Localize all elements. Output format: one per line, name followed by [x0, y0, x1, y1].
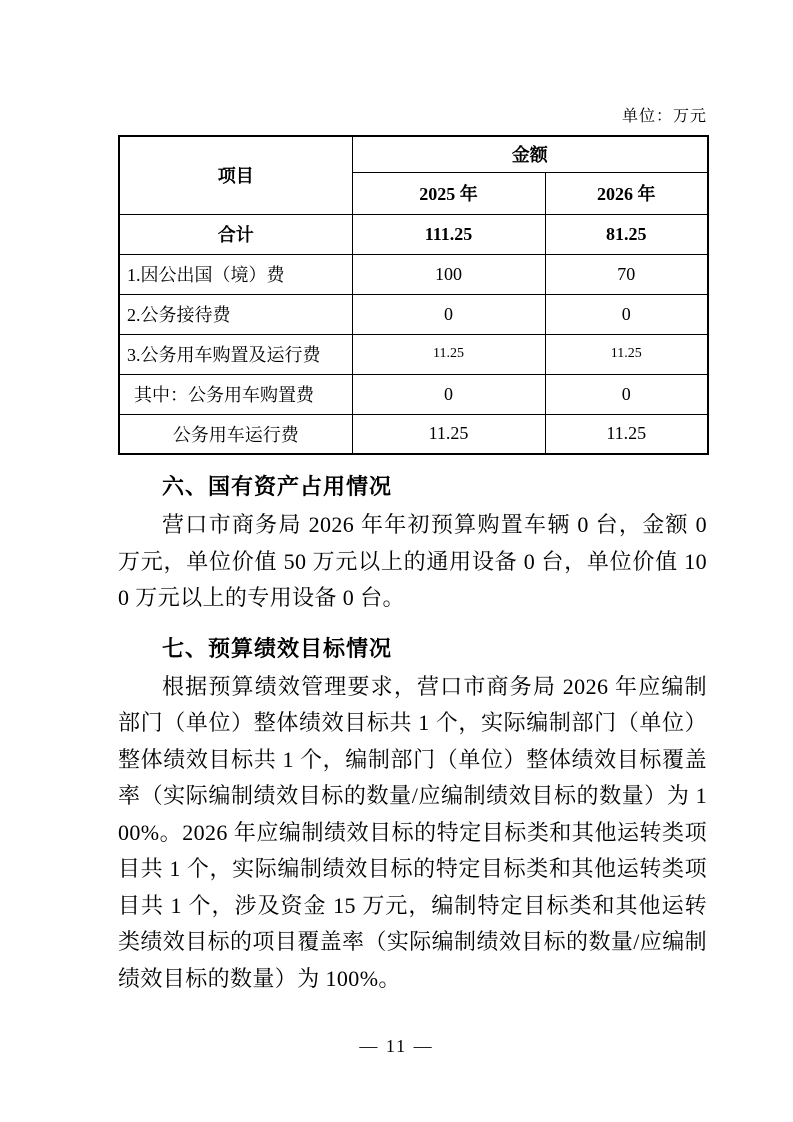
value-2026: 70: [545, 254, 708, 294]
row-label: 2.公务接待费: [119, 294, 352, 334]
column-header-item: 项目: [119, 136, 352, 214]
table-row-reception-fee: [119, 294, 708, 334]
table-row-vehicle-operation: [119, 414, 708, 454]
value-2026: 11.25: [545, 334, 708, 374]
value-2026: 0: [545, 374, 708, 414]
table-row-abroad-fee: [119, 254, 708, 294]
value-2026: 0: [545, 294, 708, 334]
expense-table-header: [119, 136, 708, 214]
table-row-total: [119, 214, 708, 254]
table-row-vehicle-purchase: [119, 374, 708, 414]
section-heading-6: 六、国有资产占用情况: [162, 474, 393, 499]
expense-table-body: [119, 214, 708, 454]
table-row-vehicle-total: [119, 334, 708, 374]
row-label: 3.公务用车购置及运行费: [119, 334, 352, 374]
value-2026: 11.25: [545, 414, 708, 454]
table-header-row-1: [119, 136, 708, 172]
value-2026: 81.25: [545, 214, 708, 254]
value-2025: 0: [352, 374, 545, 414]
row-label: 其中：公务用车购置费: [119, 374, 352, 414]
value-2025: 11.25: [352, 414, 545, 454]
section-paragraph-6: 营口市商务局 2026 年年初预算购置车辆 0 台，金额 0 万元，单位价值 50 万元以上的通用设备 0 台，单位价值 100 万元以上的专用设备 0 台。: [118, 512, 707, 610]
expense-table: [118, 135, 709, 455]
section-heading-7: 七、预算绩效目标情况: [162, 635, 393, 661]
column-header-2025: 2025 年: [352, 172, 545, 214]
value-2025: 100: [352, 254, 545, 294]
value-2025: 0: [352, 294, 545, 334]
section-state-assets: [118, 470, 707, 617]
page-number: — 11 —: [359, 1036, 434, 1056]
value-2025: 11.25: [352, 334, 545, 374]
column-header-amount-group: 金额: [352, 136, 708, 172]
column-header-2026: 2026 年: [545, 172, 708, 214]
row-label: 公务用车运行费: [119, 414, 352, 454]
row-label: 1.因公出国（境）费: [119, 254, 352, 294]
page-content: [118, 0, 707, 997]
row-label: 合计: [119, 214, 352, 254]
unit-label: 单位：万元: [621, 108, 707, 125]
value-2025: 111.25: [352, 214, 545, 254]
section-paragraph-7: 根据预算绩效管理要求，营口市商务局 2026 年应编制部门（单位）整体绩效目标共 1 个，实际编制部门（单位）整体绩效目标共 1 个，编制部门（单位）整体绩效目标覆盖率（实际编制绩效目标的数量/应编制绩效目标的数量）为 100%。2026 年应编制绩效目标的特定目标类和其他运转类项目共 1 个，实际编制绩效目标的特定目标类和其他运转类项目共 1 个，涉及资金 15 万元，编制特定目标类和其他运转类绩效目标的项目覆盖率（实际编制绩效目标的数量/应编制绩效目标的数量）为 100%。: [118, 673, 707, 991]
section-performance-targets: [118, 632, 707, 998]
